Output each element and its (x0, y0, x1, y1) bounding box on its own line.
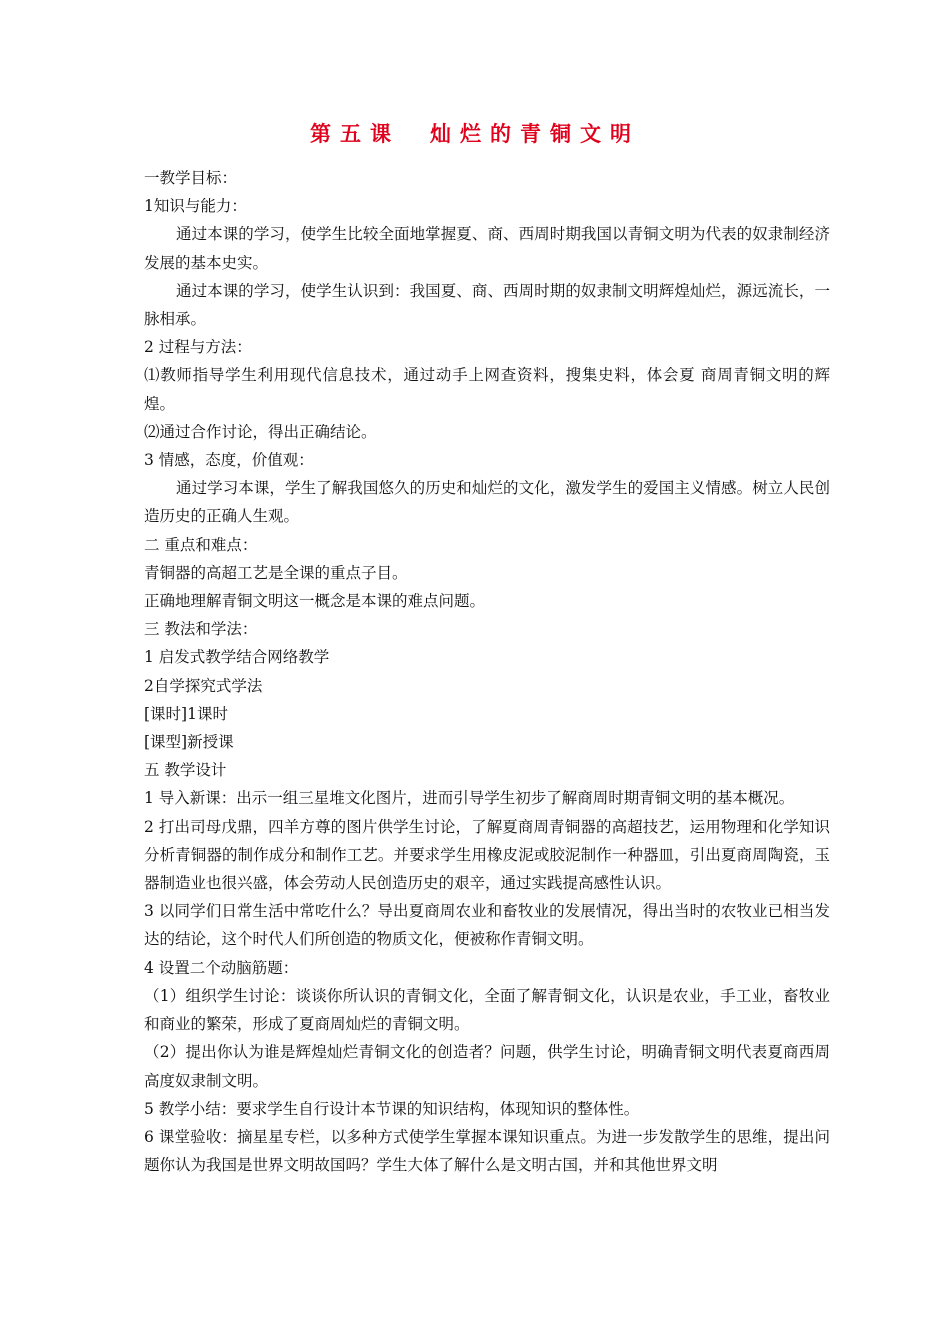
paragraph: 三 教法和学法： (144, 620, 258, 639)
paragraph: 通过本课的学习，使学生认识到：我国夏、商、西周时期的奴隶制文明辉煌灿烂，源远流长，一脉相承。 (144, 281, 830, 329)
paragraph: 5 教学小结：要求学生自行设计本节课的知识结构，体现知识的整体性。 (144, 1099, 640, 1118)
paragraph: 2 打出司母戊鼎，四羊方尊的图片供学生讨论，了解夏商周青铜器的高超技艺，运用物理和化学知识分析青铜器的制作成分和制作工艺。并要求学生用橡皮泥或胶泥制作一种器皿，引出夏商周陶瓷，玉器制造业也很兴盛，体会劳动人民创造历史的艰辛，通过实践提高感性认识。 (144, 817, 830, 893)
paragraph: 二 重点和难点： (144, 535, 258, 554)
paragraph: （2）提出你认为谁是辉煌灿烂青铜文化的创造者？问题，供学生讨论，明确青铜文明代表夏商西周高度奴隶制文明。 (144, 1043, 830, 1090)
paragraph: 2自学探究式学法 (144, 676, 263, 695)
paragraph: 一教学目标： (144, 169, 238, 187)
paragraph: 通过学习本课，学生了解我国悠久的历史和灿烂的文化，激发学生的爱国主义情感。树立人民创造历史的正确人生观。 (144, 479, 830, 526)
paragraph: 4 设置二个动脑筋题： (144, 958, 299, 977)
paragraph: 3 以同学们日常生活中常吃什么？导出夏商周农业和畜牧业的发展情况，得出当时的农牧业已相当发达的结论，这个时代人们所创造的物质文化，便被称作青铜文明。 (144, 902, 830, 949)
paragraph: 3 情感，态度，价值观： (144, 451, 314, 470)
paragraph: [课型]新授课 (144, 733, 234, 752)
paragraph: 2 过程与方法： (144, 338, 252, 357)
page-title: 第五课 灿烂的青铜文明 (310, 121, 640, 146)
paragraph: （1）组织学生讨论：谈谈你所认识的青铜文化，全面了解青铜文化，认识是农业，手工业，畜牧业和商业的繁荣，形成了夏商周灿烂的青铜文明。 (144, 986, 830, 1034)
paragraph: 1 导入新课：出示一组三星堆文化图片，进而引导学生初步了解商周时期青铜文明的基本概况。 (144, 789, 795, 808)
paragraph: 6 课堂验收：摘星星专栏，以多种方式使学生掌握本课知识重点。为进一步发散学生的思维，提出问题你认为我国是世界文明故国吗？学生大体了解什么是文明古国，并和其他世界文明 (144, 1127, 830, 1175)
paragraph: 五 教学设计 (144, 761, 227, 780)
paragraph: ⑴教师指导学生利用现代信息技术，通过动手上网查资料，搜集史料，体会夏 商周青铜文明的辉煌。 (144, 366, 830, 413)
paragraph: 正确地理解青铜文明这一概念是本课的难点问题。 (144, 592, 486, 611)
paragraph: 1知识与能力： (144, 197, 247, 216)
paragraph: 1 启发式教学结合网络教学 (144, 648, 330, 667)
paragraph: 青铜器的高超工艺是全课的重点子目。 (144, 563, 408, 582)
paragraph: [课时]1课时 (144, 704, 228, 723)
paragraph: ⑵通过合作讨论，得出正确结论。 (144, 422, 377, 441)
document-body (144, 164, 830, 1179)
paragraph: 通过本课的学习，使学生比较全面地掌握夏、商、西周时期我国以青铜文明为代表的奴隶制经济发展的基本史实。 (144, 225, 830, 272)
